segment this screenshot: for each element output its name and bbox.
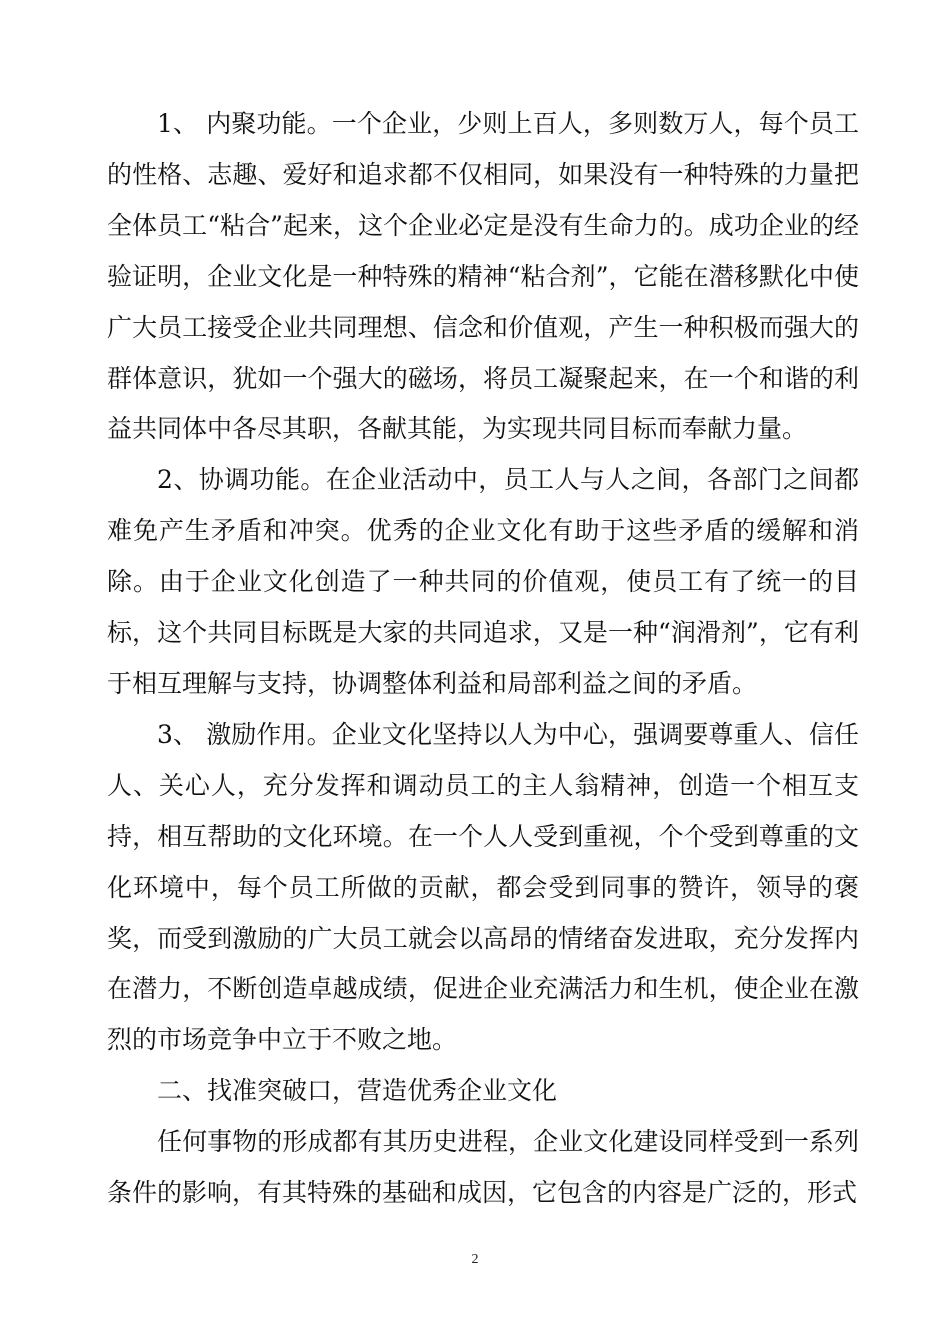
- section-heading: 二、找准突破口，营造优秀企业文化: [157, 1076, 558, 1106]
- paragraph-cohesion-function: 1、 内聚功能。一个企业，少则上百人，多则数万人，每个员工的性格、志趣、爱好和追求都不仅相同，如果没有一种特殊的力量把全体员工“粘合”起来，这个企业必定是没有生命力的。成功企业的经验证明，企业文化是一种特殊的精神“粘合剂”，它能在潜移默化中使广大员工接受企业共同理想、信念和价值观，产生一种积极而强大的群体意识，犹如一个强大的磁场，将员工凝聚起来，在一个和谐的利益共同体中各尽其职，各献其能，为实现共同目标而奉献力量。: [107, 109, 859, 444]
- paragraph-coordination-function: 2、协调功能。在企业活动中，员工人与人之间，各部门之间都难免产生矛盾和冲突。优秀的企业文化有助于这些矛盾的缓解和消除。由于企业文化创造了一种共同的价值观，使员工有了统一的目标，这个共同目标既是大家的共同追求，又是一种“润滑剂”，它有利于相互理解与支持，协调整体利益和局部利益之间的矛盾。: [107, 465, 859, 698]
- paragraph-incentive-function: 3、 激励作用。企业文化坚持以人为中心，强调要尊重人、信任人、关心人，充分发挥和调动员工的主人翁精神，创造一个相互支持，相互帮助的文化环境。在一个人人受到重视，个个受到尊重的文化环境中，每个员工所做的贡献，都会受到同事的赞许，领导的褒奖，而受到激励的广大员工就会以高昂的情绪奋发进取，充分发挥内在潜力，不断创造卓越成绩，促进企业充满活力和生机，使企业在激烈的市场竞争中立于不败之地。: [107, 719, 859, 1055]
- page-number: 2: [471, 1252, 479, 1267]
- paragraph-history-process: 任何事物的形成都有其历史进程，企业文化建设同样受到一系列条件的影响，有其特殊的基础和成因，它包含的内容是广泛的，形式: [107, 1127, 859, 1208]
- document-body: [107, 99, 859, 1219]
